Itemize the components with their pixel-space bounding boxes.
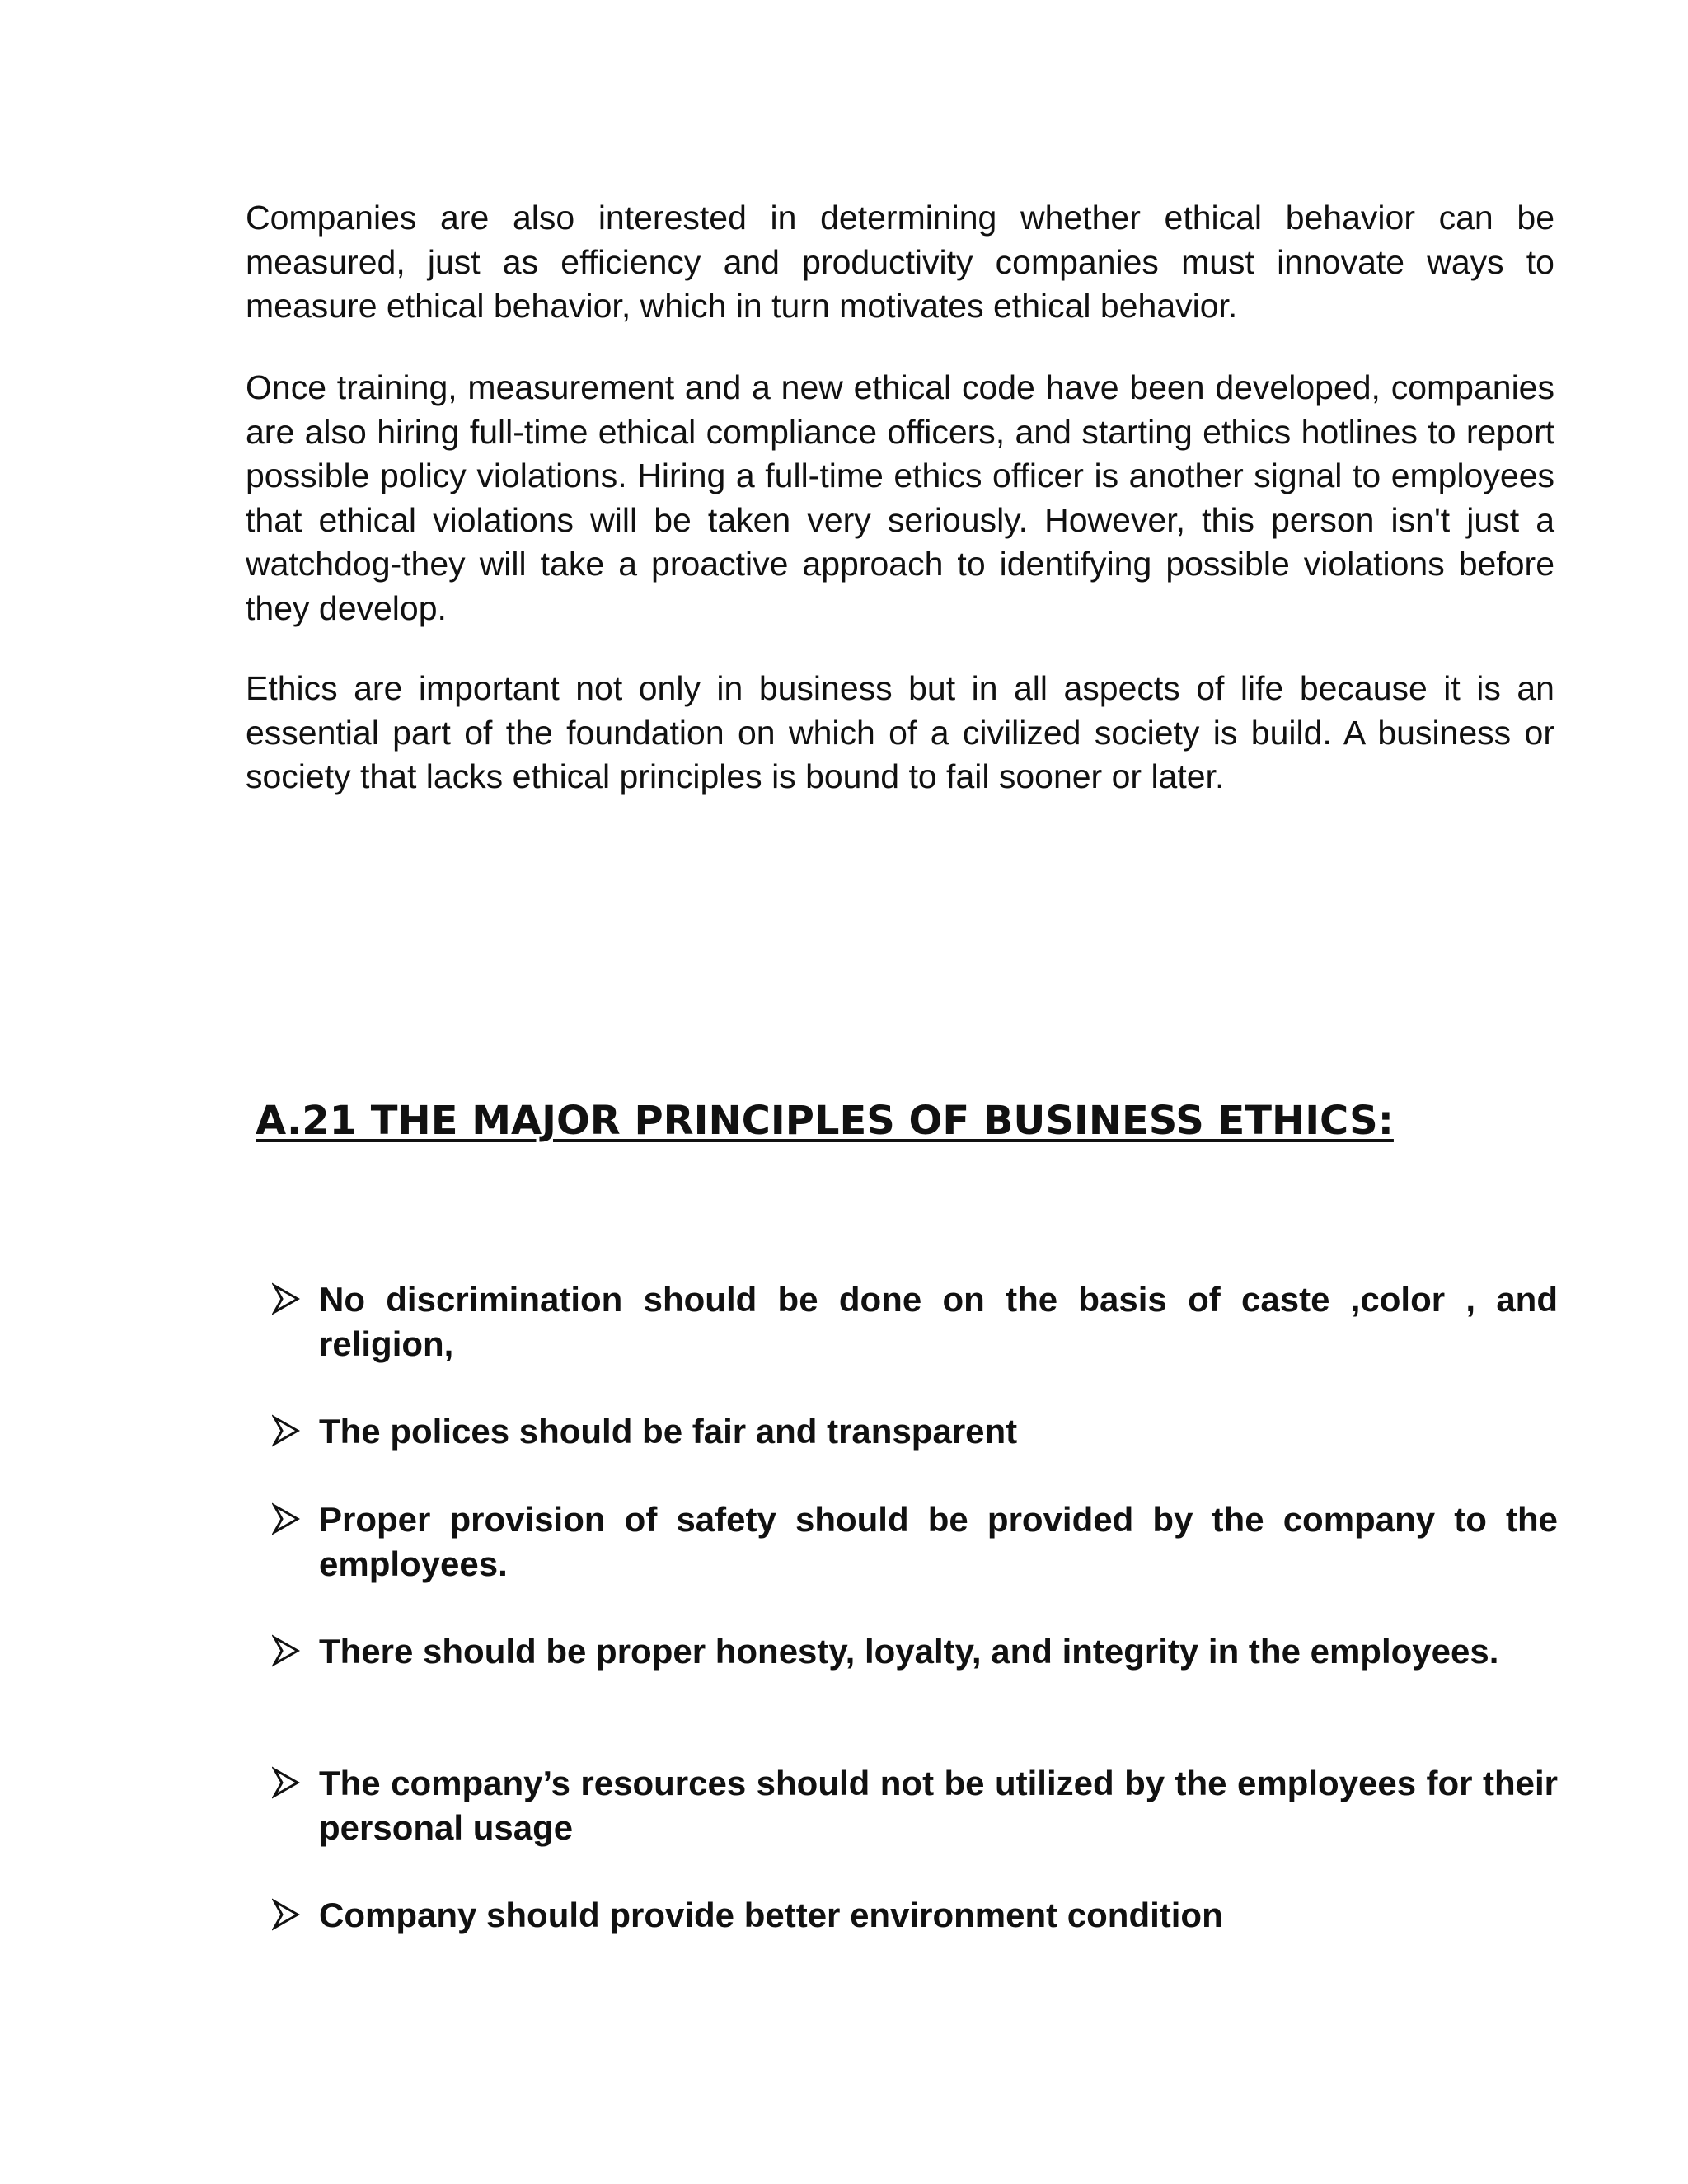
list-item-text: Company should provide better environment condition xyxy=(319,1896,1223,1934)
paragraph-measuring-ethics: Companies are also interested in determining whether ethical behavior can be measured, just as efficiency and productivity companies must innovate ways to measure ethical behavior, which in turn motivates ethical behavior. xyxy=(246,199,1554,325)
paragraph-compliance-officers: Once training, measurement and a new ethical code have been developed, companies are also hiring full-time ethical compliance officers, and starting ethics hotlines to report possible policy violations. Hiring a full-time ethics officer is another signal to employees that ethical violations will be taken very seriously. However, this person isn't just a watchdog-they will take a proactive approach to identifying possible violations before they develop. xyxy=(246,368,1554,627)
arrowhead-bullet-icon xyxy=(272,1765,302,1801)
list-item-text: The polices should be fair and transparent xyxy=(319,1412,1018,1451)
arrowhead-bullet-icon xyxy=(272,1501,302,1537)
list-item-text: The company’s resources should not be utilized by the employees for their personal usage xyxy=(319,1764,1558,1847)
arrowhead-bullet-icon xyxy=(272,1633,302,1669)
list-item-text: There should be proper honesty, loyalty, and integrity in the employees. xyxy=(319,1632,1499,1671)
arrowhead-bullet-icon xyxy=(272,1896,302,1933)
section-heading: A.21 THE MAJOR PRINCIPLES OF BUSINESS ETHICS: xyxy=(256,1098,1394,1144)
list-item-text: Proper provision of safety should be provided by the company to the employees. xyxy=(319,1500,1558,1583)
arrowhead-bullet-icon xyxy=(272,1413,302,1449)
paragraph-importance-of-ethics: Ethics are important not only in business but in all aspects of life because it is an essential part of the foundation on which of a civilized society is build. A business or society that lacks ethical principles is bound to fail sooner or later. xyxy=(246,669,1554,795)
arrowhead-bullet-icon xyxy=(272,1281,302,1317)
list-item-text: No discrimination should be done on the basis of caste ,color , and religion, xyxy=(319,1280,1558,1363)
